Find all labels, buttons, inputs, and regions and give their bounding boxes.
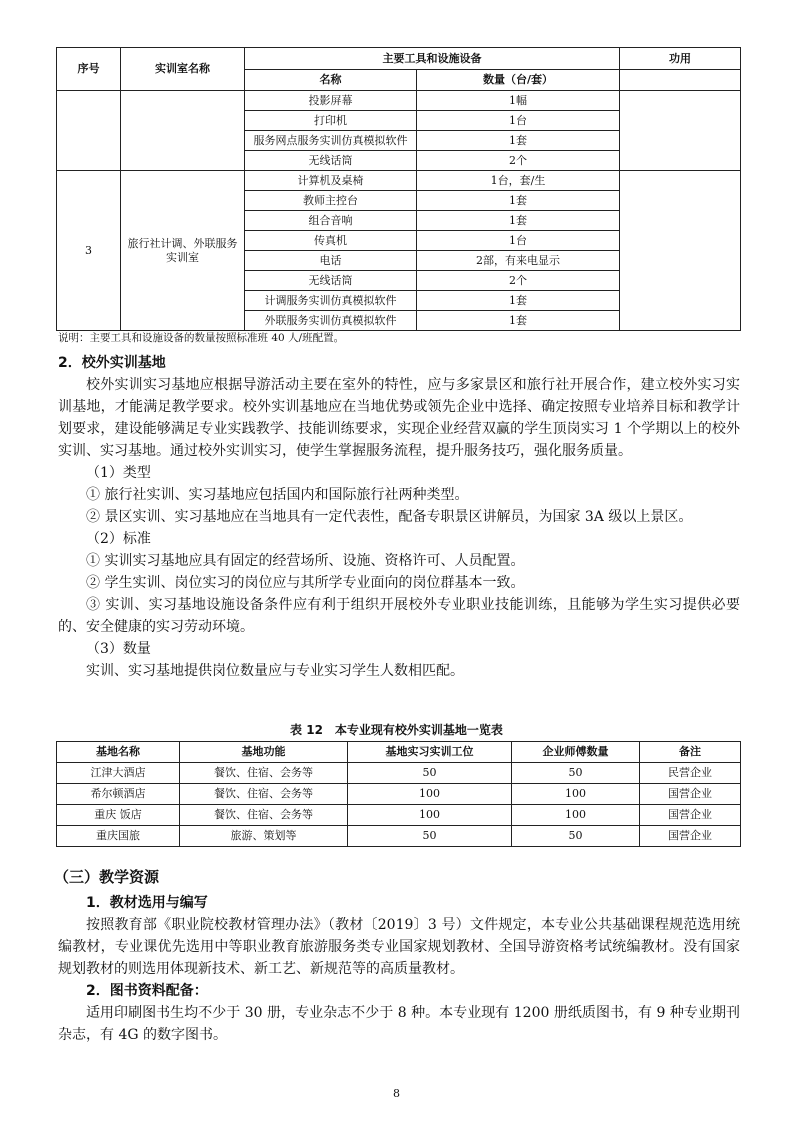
item-name: 投影屏幕 bbox=[245, 91, 417, 111]
intro-paragraph: 校外实训实习基地应根据导游活动主要在室外的特性，应与多家景区和旅行社开展合作，建立校外实习实训基地，才能满足教学要求。校外实训基地应在当地优势或领先企业中选择、确定按照专业培养目标和教学计划要求，建设能够满足专业实践教学、技能训练要求，实现企业经营双赢的学生顶岗实习 1 个学期以上的校外实训、实习基地。通过校外实训实习，使学生掌握服务流程，提升服务技巧，强化服务质量。 bbox=[58, 377, 740, 459]
table-header-row bbox=[57, 742, 741, 763]
section-heading: （三）教学资源 bbox=[54, 868, 160, 886]
standard-item-1: ① 实训实习基地应具有固定的经营场所、设施、资格许可、人员配置。 bbox=[86, 553, 525, 569]
base-stations: 100 bbox=[348, 784, 512, 805]
header-base-function: 基地功能 bbox=[180, 742, 348, 763]
subsection-heading: 2．图书资料配备： bbox=[86, 983, 208, 999]
base-name: 重庆 饭店 bbox=[57, 805, 180, 826]
base-remarks: 国营企业 bbox=[640, 826, 741, 847]
item-name: 传真机 bbox=[245, 231, 417, 251]
item-qty: 1套 bbox=[417, 291, 620, 311]
standard-heading: （2）标准 bbox=[86, 531, 151, 547]
header-room: 实训室名称 bbox=[121, 48, 245, 91]
type-heading: （1）类型 bbox=[86, 465, 151, 481]
base-stations: 100 bbox=[348, 805, 512, 826]
item-name: 无线话筒 bbox=[245, 151, 417, 171]
textbook-paragraph: 按照教育部《职业院校教材管理办法》（教材〔2019〕3 号）文件规定，本专业公共基础课程规范选用统编教材，专业课优先选用中等职业教育旅游服务类专业国家规划教材、全国导游资格考试统编教材。没有国家规划教材的则选用体现新技术、新工艺、新规范等的高质量教材。 bbox=[58, 917, 740, 977]
item-name: 无线话筒 bbox=[245, 271, 417, 291]
base-mentors: 100 bbox=[512, 784, 640, 805]
item-name: 服务网点服务实训仿真模拟软件 bbox=[245, 131, 417, 151]
item-name: 电话 bbox=[245, 251, 417, 271]
function-cell-empty bbox=[620, 171, 741, 331]
base-function: 旅游、策划等 bbox=[180, 826, 348, 847]
item-qty: 1台，套/生 bbox=[417, 171, 620, 191]
type-item-2: ② 景区实训、实习基地应在当地具有一定代表性，配备专职景区讲解员，为国家 3A 级以上景区。 bbox=[86, 509, 693, 525]
header-mentors: 企业师傅数量 bbox=[512, 742, 640, 763]
base-name: 江津大酒店 bbox=[57, 763, 180, 784]
header-base-name: 基地名称 bbox=[57, 742, 180, 763]
item-qty: 1套 bbox=[417, 211, 620, 231]
equipment-table bbox=[56, 47, 741, 331]
table-row bbox=[57, 805, 741, 826]
item-name: 计算机及桌椅 bbox=[245, 171, 417, 191]
header-equipment: 主要工具和设施设备 bbox=[245, 48, 620, 70]
item-name: 组合音响 bbox=[245, 211, 417, 231]
base-function: 餐饮、住宿、会务等 bbox=[180, 805, 348, 826]
quantity-heading: （3）数量 bbox=[86, 641, 151, 657]
item-qty: 2部，有来电显示 bbox=[417, 251, 620, 271]
base-mentors: 50 bbox=[512, 763, 640, 784]
base-function: 餐饮、住宿、会务等 bbox=[180, 763, 348, 784]
item-name: 计调服务实训仿真模拟软件 bbox=[245, 291, 417, 311]
item-name: 外联服务实训仿真模拟软件 bbox=[245, 311, 417, 331]
item-qty: 1套 bbox=[417, 191, 620, 211]
base-remarks: 民营企业 bbox=[640, 763, 741, 784]
base-remarks: 国营企业 bbox=[640, 805, 741, 826]
item-name: 打印机 bbox=[245, 111, 417, 131]
section-heading: 2．校外实训基地 bbox=[58, 355, 166, 371]
base-remarks: 国营企业 bbox=[640, 784, 741, 805]
table-note: 说明：主要工具和设施设备的数量按照标准班 40 人/班配置。 bbox=[58, 332, 345, 344]
section-teaching-resources bbox=[54, 866, 740, 1046]
item-name: 教师主控台 bbox=[245, 191, 417, 211]
header-quantity: 数量（台/套） bbox=[417, 70, 620, 91]
item-qty: 1套 bbox=[417, 131, 620, 151]
section-offsite-training bbox=[58, 352, 740, 682]
header-seq: 序号 bbox=[57, 48, 121, 91]
table-row bbox=[57, 826, 741, 847]
base-mentors: 100 bbox=[512, 805, 640, 826]
seq-cell: 3 bbox=[57, 171, 121, 331]
base-stations: 50 bbox=[348, 826, 512, 847]
item-qty: 1台 bbox=[417, 231, 620, 251]
header-function: 功用 bbox=[620, 48, 741, 70]
seq-cell-empty bbox=[57, 91, 121, 171]
header-name: 名称 bbox=[245, 70, 417, 91]
header-remarks: 备注 bbox=[640, 742, 741, 763]
table-row bbox=[57, 763, 741, 784]
function-cell-empty bbox=[620, 91, 741, 171]
base-stations: 50 bbox=[348, 763, 512, 784]
base-name: 重庆国旅 bbox=[57, 826, 180, 847]
base-mentors: 50 bbox=[512, 826, 640, 847]
page-number: 8 bbox=[393, 1087, 400, 1100]
base-name: 希尔顿酒店 bbox=[57, 784, 180, 805]
item-qty: 1套 bbox=[417, 311, 620, 331]
room-cell bbox=[121, 171, 245, 331]
library-paragraph: 适用印刷图书生均不少于 30 册，专业杂志不少于 8 种。本专业现有 1200 册纸质图书，有 9 种专业期刊杂志，有 4G 的数字图书。 bbox=[58, 1005, 740, 1043]
quantity-text: 实训、实习基地提供岗位数量应与专业实习学生人数相匹配。 bbox=[86, 663, 464, 679]
item-qty: 1台 bbox=[417, 111, 620, 131]
table-caption: 表 12 本专业现有校外实训基地一览表 bbox=[290, 723, 503, 737]
subsection-heading: 1．教材选用与编写 bbox=[86, 895, 208, 911]
table-row bbox=[57, 784, 741, 805]
item-qty: 2个 bbox=[417, 271, 620, 291]
table-header-row bbox=[57, 48, 741, 70]
header-stations: 基地实习实训工位 bbox=[348, 742, 512, 763]
type-item-1: ① 旅行社实训、实习基地应包括国内和国际旅行社两种类型。 bbox=[86, 487, 469, 503]
base-function: 餐饮、住宿、会务等 bbox=[180, 784, 348, 805]
item-qty: 2个 bbox=[417, 151, 620, 171]
header-function-empty bbox=[620, 70, 741, 91]
table-row bbox=[57, 171, 741, 191]
item-qty: 1幅 bbox=[417, 91, 620, 111]
standard-item-3: ③ 实训、实习基地设施设备条件应有利于组织开展校外专业职业技能训练，且能够为学生实习提供必要的、安全健康的实习劳动环境。 bbox=[58, 597, 740, 635]
standard-item-2: ② 学生实训、岗位实习的岗位应与其所学专业面向的岗位群基本一致。 bbox=[86, 575, 525, 591]
table-row bbox=[57, 91, 741, 111]
training-base-table bbox=[56, 741, 741, 847]
room-name-line2: 实训室 bbox=[166, 250, 199, 264]
room-cell-empty bbox=[121, 91, 245, 171]
room-name-line1: 旅行社计调、外联服务 bbox=[127, 236, 238, 250]
